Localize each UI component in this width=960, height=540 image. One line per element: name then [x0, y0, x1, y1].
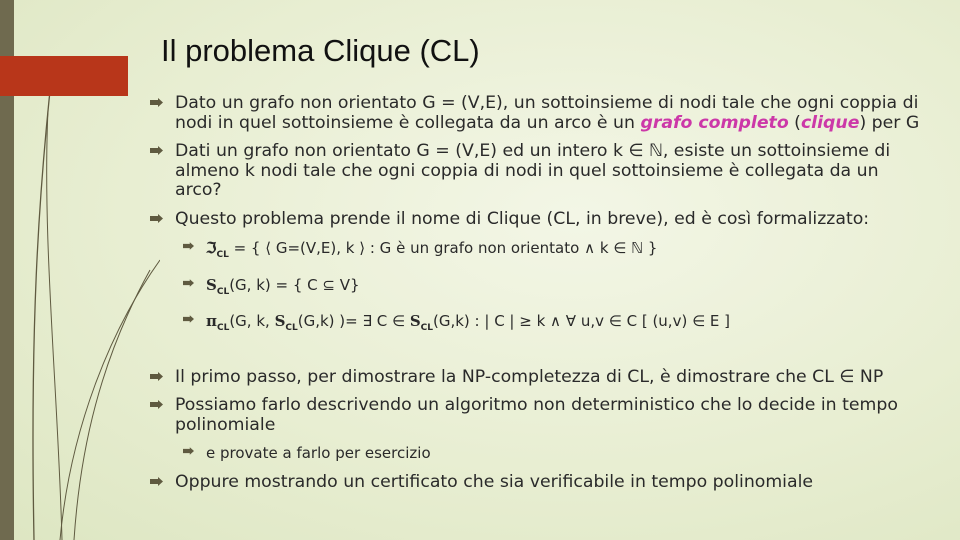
math-subscript: CL: [216, 323, 230, 333]
arrow-bullet-icon: [183, 242, 194, 250]
arrow-bullet-icon: [150, 400, 163, 409]
slide-title: Il problema Clique (CL): [161, 33, 480, 68]
arrow-bullet-icon: [183, 315, 194, 323]
math-subscript: CL: [216, 250, 229, 260]
bullet-item: [150, 94, 925, 133]
bullet-item: [150, 368, 925, 388]
arrow-bullet-icon: [150, 146, 163, 155]
math-symbol: S: [274, 312, 286, 330]
sub-bullet-item: [150, 276, 925, 303]
bullet-text: Dato un grafo non orientato G = (V,E), un sottoinsieme di nodi tale che ogni coppia di nodi in quel sottoinsieme è collegata da un arco è un: [175, 93, 919, 133]
sub-bullet-item: [150, 239, 925, 266]
math-symbol: S: [206, 275, 217, 294]
bullet-text: (G,k) )= ∃ C ∈: [297, 312, 410, 330]
math-symbol: ℑ: [206, 239, 217, 257]
title-accent-tab: [0, 56, 128, 96]
slide-content: [150, 94, 925, 492]
arrow-bullet-icon: [183, 447, 194, 455]
bullet-text: e provate a farlo per esercizio: [206, 444, 431, 462]
bullet-item: [150, 210, 925, 230]
arrow-bullet-icon: [150, 477, 163, 486]
math-subscript: CL: [216, 286, 230, 297]
math-subscript: CL: [285, 323, 298, 333]
bullet-text: Dati un grafo non orientato G = (V,E) ed un intero k ∈ ℕ, esiste un sottoinsieme di almeno k nodi tale che ogni coppia di nodi in quel sottoinsieme è collegata da un arco?: [175, 141, 891, 200]
arrow-bullet-icon: [150, 214, 163, 223]
bullet-text: Possiamo farlo descrivendo un algoritmo non deterministico che lo decide in tempo polinomiale: [175, 395, 898, 435]
arrow-bullet-icon: [183, 279, 194, 287]
bullet-text: ) per G: [859, 112, 920, 133]
sub-bullet-item: [150, 312, 925, 339]
bullet-text: (G, k) = { C ⊆ V}: [229, 275, 360, 294]
bullet-text: (: [788, 112, 801, 133]
bullet-text: Questo problema prende il nome di Clique (CL, in breve), ed è così formalizzato:: [175, 208, 870, 229]
bullet-item: [150, 473, 925, 493]
bullet-item: [150, 396, 925, 435]
arrow-bullet-icon: [150, 372, 163, 381]
math-symbol: π: [206, 312, 217, 330]
bullet-item: [150, 142, 925, 201]
bullet-text: Oppure mostrando un certificato che sia verificabile in tempo polinomiale: [175, 471, 814, 492]
arrow-bullet-icon: [150, 98, 163, 107]
highlight-text: grafo completo: [640, 112, 789, 133]
bullet-text: Il primo passo, per dimostrare la NP-completezza di CL, è dimostrare che CL ∈ NP: [175, 366, 884, 387]
bullet-text: = { ⟨ G=(V,E), k ⟩ : G è un grafo non orientato ∧ k ∈ ℕ }: [228, 239, 658, 257]
bullet-text: (G, k,: [229, 312, 275, 330]
sub-bullet-item: [150, 444, 925, 464]
math-symbol: S: [409, 312, 421, 330]
highlight-text: clique: [800, 112, 860, 133]
math-subscript: CL: [420, 323, 433, 333]
bullet-text: (G,k) : | C | ≥ k ∧ ∀ u,v ∈ C [ (u,v) ∈ E ]: [433, 312, 730, 330]
